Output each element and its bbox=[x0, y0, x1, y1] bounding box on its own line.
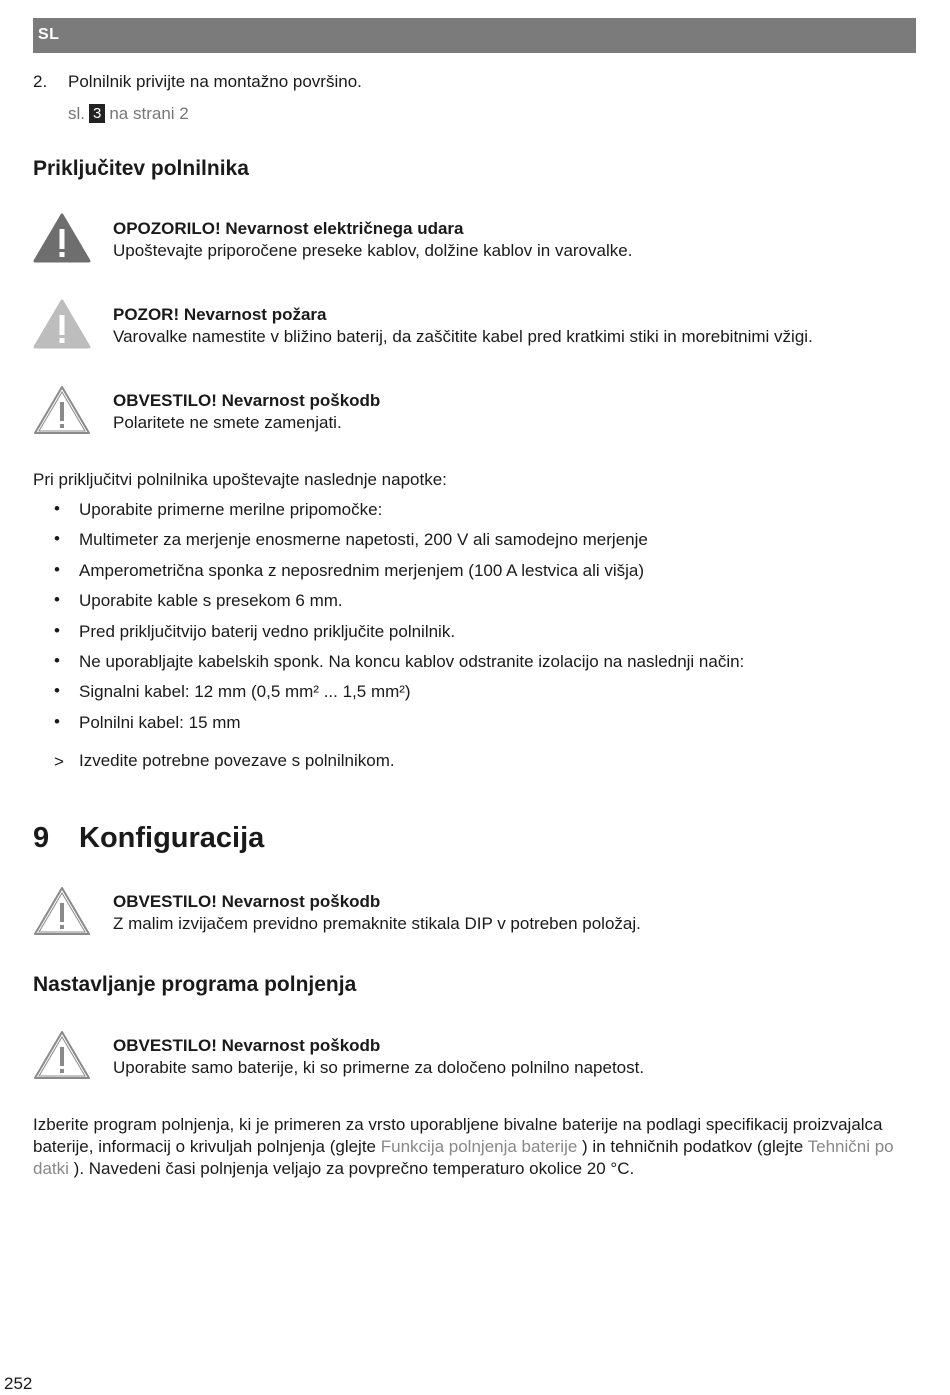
list-item: Uporabite kable s presekom 6 mm. bbox=[79, 591, 343, 610]
list-item: Signalni kabel: 12 mm (0,5 mm² ... 1,5 mm²) bbox=[79, 682, 411, 701]
bullet-marker: • bbox=[54, 712, 60, 731]
bullet-marker: • bbox=[54, 681, 60, 700]
language-code: SL bbox=[38, 26, 60, 43]
action-marker: > bbox=[54, 752, 64, 771]
list-item: Polnilni kabel: 15 mm bbox=[79, 713, 241, 732]
section-title-charging-program: Nastavljanje programa polnjenja bbox=[33, 973, 357, 996]
figure-reference[interactable] bbox=[68, 103, 189, 125]
warning-text: Upoštevajte priporočene preseke kablov, dolžine kablov in varovalke. bbox=[113, 241, 633, 260]
bullet-marker: • bbox=[54, 651, 60, 670]
warning-title: OBVESTILO! Nevarnost poškodb bbox=[113, 892, 381, 911]
link-technical-data-cont[interactable]: datki bbox=[33, 1159, 69, 1178]
list-item: Uporabite primerne merilne pripomočke: bbox=[79, 500, 383, 519]
bullet-marker: • bbox=[54, 590, 60, 609]
bullet-marker: • bbox=[54, 621, 60, 640]
link-charging-function[interactable]: Funkcija polnjenja baterije bbox=[380, 1137, 578, 1156]
bullet-marker: • bbox=[54, 529, 60, 548]
warning-triangle-dark-icon bbox=[32, 212, 92, 264]
program-paragraph-line3 bbox=[33, 1158, 634, 1180]
chapter-number: 9 bbox=[33, 822, 50, 854]
page-number: 252 bbox=[4, 1374, 33, 1393]
warning-text: Uporabite samo baterije, ki so primerne za določeno polnilno napetost. bbox=[113, 1058, 645, 1077]
link-technical-data[interactable]: Tehnični po bbox=[807, 1137, 894, 1156]
warning-text: Z malim izvijačem previdno premaknite stikala DIP v potreben položaj. bbox=[113, 914, 641, 933]
chapter-title: Konfiguracija bbox=[79, 822, 265, 854]
warning-title: OBVESTILO! Nevarnost poškodb bbox=[113, 391, 381, 410]
warning-title: OPOZORILO! Nevarnost električnega udara bbox=[113, 219, 464, 238]
list-item: Multimeter za merjenje enosmerne napetosti, 200 V ali samodejno merjenje bbox=[79, 530, 648, 549]
list-item: Pred priključitvijo baterij vedno priključite polnilnik. bbox=[79, 622, 456, 641]
bullet-marker: • bbox=[54, 499, 60, 518]
program-paragraph-line1: Izberite program polnjenja, ki je primeren za vrsto uporabljene bivalne baterije na podlagi specifikacij proizvajalca bbox=[33, 1115, 883, 1134]
figure-number-badge: 3 bbox=[89, 104, 105, 123]
connection-intro: Pri priključitvi polnilnika upoštevajte naslednje napotke: bbox=[33, 470, 447, 489]
paragraph-text: ) in tehničnih podatkov (glejte bbox=[582, 1137, 804, 1156]
program-paragraph-line2 bbox=[33, 1136, 894, 1158]
warning-triangle-outline-icon bbox=[32, 1029, 92, 1081]
warning-text: Varovalke namestite v bližino baterij, da zaščitite kabel pred kratkimi stiki in morebitnimi vžigi. bbox=[113, 327, 813, 346]
warning-text: Polaritete ne smete zamenjati. bbox=[113, 413, 342, 432]
language-header-bar bbox=[33, 18, 916, 53]
step-number: 2. bbox=[33, 72, 48, 91]
paragraph-text: ). Navedeni časi polnjenja veljajo za povprečno temperaturo okolice 20 °C. bbox=[73, 1159, 635, 1178]
step-text: Polnilnik privijte na montažno površino. bbox=[68, 72, 362, 91]
warning-triangle-grey-icon bbox=[32, 298, 92, 350]
figure-ref-prefix: sl. bbox=[68, 104, 85, 123]
list-item: Amperometrična sponka z neposrednim merjenjem (100 A lestvica ali višja) bbox=[79, 561, 645, 580]
warning-triangle-outline-icon bbox=[32, 384, 92, 436]
warning-triangle-outline-icon bbox=[32, 885, 92, 937]
figure-ref-suffix: na strani 2 bbox=[109, 104, 189, 123]
section-title-connection: Priključitev polnilnika bbox=[33, 157, 249, 180]
bullet-marker: • bbox=[54, 560, 60, 579]
warning-title: OBVESTILO! Nevarnost poškodb bbox=[113, 1036, 381, 1055]
paragraph-text: baterije, informacij o krivuljah polnjenja (glejte bbox=[33, 1137, 377, 1156]
warning-title: POZOR! Nevarnost požara bbox=[113, 305, 327, 324]
action-text: Izvedite potrebne povezave s polnilnikom. bbox=[79, 751, 395, 770]
list-item: Ne uporabljajte kabelskih sponk. Na koncu kablov odstranite izolacijo na naslednji način: bbox=[79, 652, 745, 671]
